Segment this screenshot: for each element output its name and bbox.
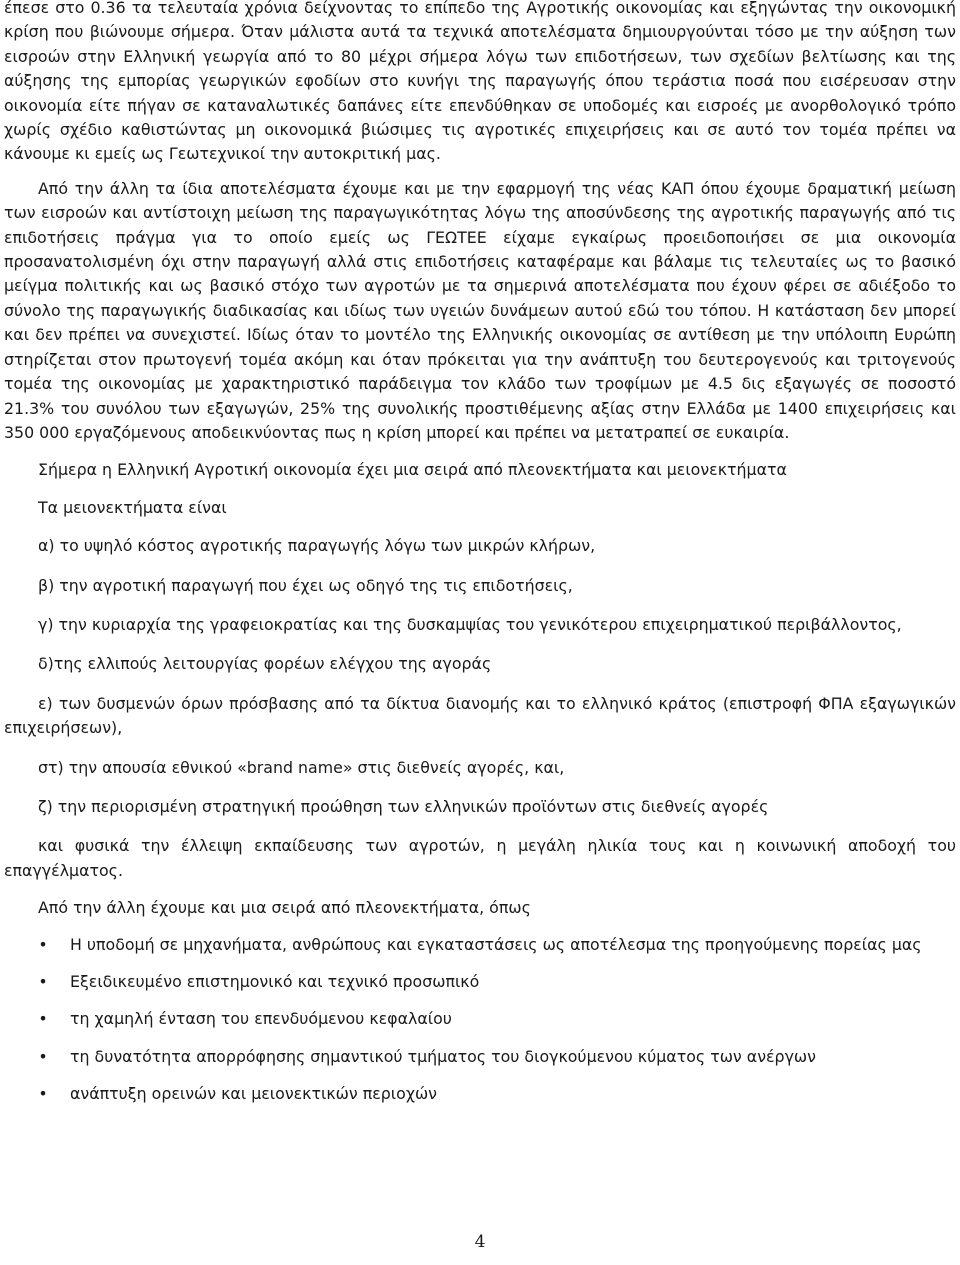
disadvantage-item: γ) την κυριαρχία της γραφειοκρατίας και της δυσκαμψίας του γενικότερου επιχειρηματικού περιβάλλοντος, xyxy=(38,614,902,634)
disadvantages-list xyxy=(4,534,956,883)
advantage-item xyxy=(4,933,956,957)
bullet-icon: • xyxy=(38,972,48,991)
advantages-heading: Από την άλλη έχουμε και μια σειρά από πλεονεκτήματα, όπως xyxy=(38,898,531,918)
disadvantage-item: δ)της ελλιπούς λειτουργίας φορέων ελέγχου της αγοράς xyxy=(38,654,492,674)
advantage-text: ανάπτυξη ορεινών και μειονεκτικών περιοχών xyxy=(70,1084,437,1104)
disadvantage-closing: και φυσικά την έλλειψη εκπαίδευσης των αγροτών, η μεγάλη ηλικία τους και η κοινωνική αποδοχή του επαγγέλματος. xyxy=(4,836,956,880)
advantage-item xyxy=(4,970,956,994)
advantage-text: τη χαμηλή ένταση του επενδυόμενου κεφαλαίου xyxy=(70,1009,452,1029)
bullet-icon: • xyxy=(38,1046,48,1066)
disadvantage-item: α) το υψηλό κόστος αγροτικής παραγωγής λόγω των μικρών κλήρων, xyxy=(38,536,596,556)
advantages-list xyxy=(4,933,956,1107)
bullet-icon: • xyxy=(38,1009,48,1029)
body-paragraph: Από την άλλη τα ίδια αποτελέσματα έχουμε και με την εφαρμογή της νέας ΚΑΠ όπου έχουμε δραματική μείωση των εισροών και αντίστοιχη μείωση της παραγωγικότητας λόγω της αποσύνδεσης της αγροτικής παραγωγής από τις επιδοτήσεις πράγμα για το οποίο εμείς ως ΓΕΩΤΕΕ είχαμε εγκαίρως προειδοποιήσει σε μια οικονομία προσανατολισμένη όχι στην παραγωγή αλλά στις επιδοτήσεις καταφέραμε και βάλαμε τις τελευταίες ως το βασικό μείγμα πολιτικής και ως βασικό στόχο των αγροτών με τα σημερινά αποτελέσματα που έχουν φέρει σε αδιέξοδο το σύνολο της παραγωγικής διαδικασίας και ιδίως των υγειών δυνάμεων αυτού εδώ του τόπου. Η κατάσταση δεν μπορεί και δεν πρέπει να συνεχιστεί. Ιδίως όταν το μοντέλο της Ελληνικής οικονομίας σε αντίθεση με την υπόλοιπη Ευρώπη στηρίζεται στον πρωτογενή τομέα ακόμη και όταν πρόκειται για την ανάπτυξη του δευτερογενούς και τριτογενούς τομέα της οικονομίας με χαρακτηριστικό παράδειγμα τον κλάδο των τροφίμων με 4.5 δις εξαγωγές σε ποσοστό 21.3% του συνόλου των εξαγωγών, 25% της συνολικής προστιθέμενης αξίας στην Ελλάδα με 1400 επιχειρήσεις και 350 000 εργαζόμενους αποδεικνύοντας πως η κρίση μπορεί και πρέπει να μετατραπεί σε ευκαιρία. xyxy=(4,178,956,442)
page-number: 4 xyxy=(474,1232,486,1252)
bullet-icon: • xyxy=(38,934,48,954)
advantages-disadvantages-intro: Σήμερα η Ελληνική Αγροτική οικονομία έχει μια σειρά από πλεονεκτήματα και μειονεκτήματα xyxy=(38,460,787,480)
advantage-item xyxy=(4,1007,956,1031)
disadvantages-heading: Τα μειονεκτήματα είναι xyxy=(38,497,227,517)
advantage-text: Η υποδομή σε μηχανήματα, ανθρώπους και εγκαταστάσεις ως αποτέλεσμα της προηγούμενης πορείας μας xyxy=(70,934,922,954)
disadvantage-item: β) την αγροτική παραγωγή που έχει ως οδηγό της τις επιδοτήσεις, xyxy=(38,575,573,595)
advantage-item xyxy=(4,1082,956,1106)
advantage-text: τη δυνατότητα απορρόφησης σημαντικού τμήματος του διογκούμενου κύματος των ανέργων xyxy=(70,1046,816,1066)
disadvantage-item: ζ) την περιορισμένη στρατηγική προώθηση των ελληνικών προϊόντων στις διεθνείς αγορές xyxy=(38,796,769,816)
advantage-text: Εξειδικευμένο επιστημονικό και τεχνικό προσωπικό xyxy=(70,972,480,991)
disadvantage-item: ε) των δυσμενών όρων πρόσβασης από τα δίκτυα διανομής και το ελληνικό κράτος (επιστροφή ΦΠΑ εξαγωγικών επιχειρήσεων), xyxy=(4,693,956,738)
bullet-icon: • xyxy=(38,1084,48,1104)
advantage-item xyxy=(4,1045,956,1069)
body-paragraph-continuation: έπεσε στο 0.36 τα τελευταία χρόνια δείχνοντας το επίπεδο της Αγροτικής οικονομίας και εξηγώντας την οικονομική κρίση που βιώνουμε σήμερα. Όταν μάλιστα αυτά τα τεχνικά αποτελέσματα δημιουργούνται τόσο με την αύξηση των εισροών στην Ελληνική γεωργία από το 80 μέχρι σήμερα λόγω των επιδοτήσεων, των σχεδίων βελτίωσης και της αύξησης της εμπορίας γεωργικών εφοδίων στο κυνήγι της παραγωγής όπου τεράστια ποσά που εισέρευσαν στην οικονομία είτε πήγαν σε καταναλωτικές δαπάνες είτε επενδύθηκαν σε υποδομές και εισροές με ανορθολογικό τρόπο χωρίς σχέδιο καθιστώντας μη οικονομικά βιώσιμες τις αγροτικές επιχειρήσεις και σε αυτό τον τομέα πρέπει να κάνουμε κι εμείς ως Γεωτεχνικοί την αυτοκριτική μας. xyxy=(4,0,956,164)
disadvantage-item: στ) την απουσία εθνικού «brand name» στις διεθνείς αγορές, και, xyxy=(38,757,565,777)
